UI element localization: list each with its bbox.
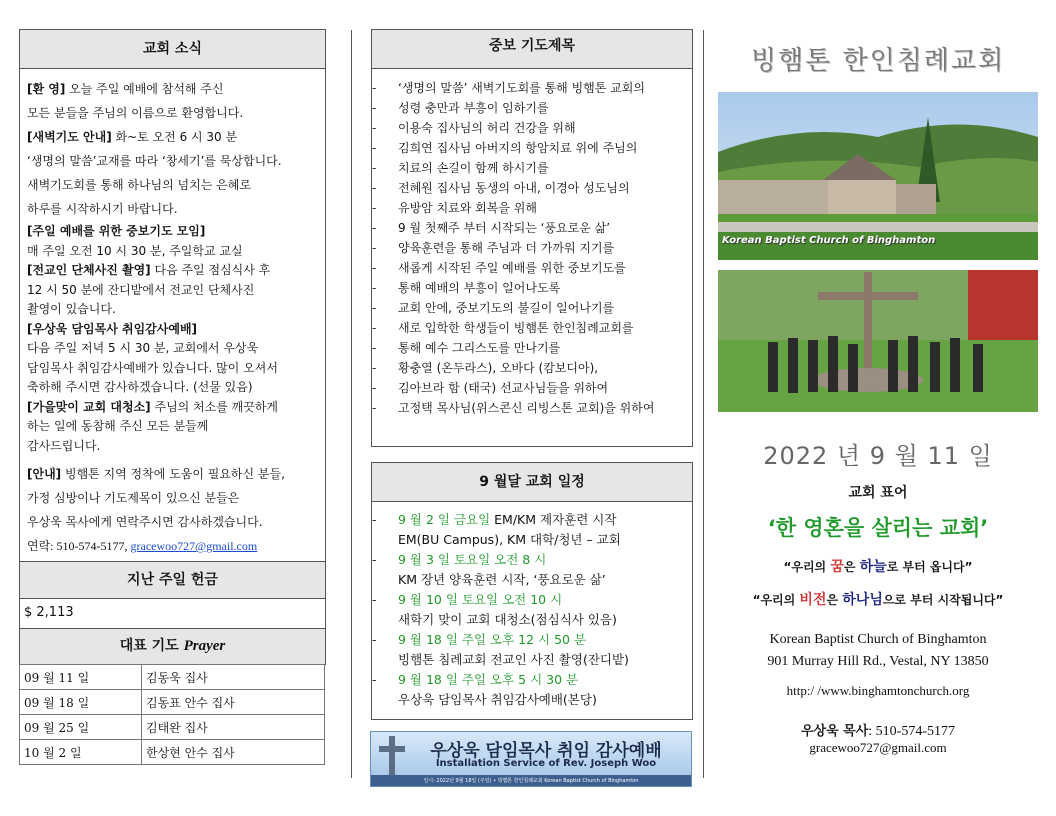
prayer-title-en: Prayer [183,638,226,654]
prayer-name: 한상현 안수 집사 [142,740,325,765]
offering-amount: $ 2,113 [24,605,74,620]
schedule-item: - 9 월 18 일 주일 오후 5 시 30 분 [372,670,690,690]
news-line: 하루를 시작하시기 바랍니다. [27,202,178,216]
news-line: ‘생명의 말씀’교재를 따라 ‘창세기’를 묵상합니다. [27,154,282,168]
prayer-name: 김동욱 집사 [142,665,325,690]
prayer-header [19,628,326,665]
news-line: 하는 일에 동참해 주신 모든 분들께 [27,419,209,433]
list-item: - ‘생명의 말씀’ 새벽기도회를 통해 빙햄톤 교회의 [372,78,654,98]
contact-line: 연락: 510-574-5177, gracewoo727@gmail.com [27,539,258,553]
list-item: - 9 월 첫째주 부터 시작되는 ‘풍요로운 삶’ [372,218,654,238]
banner-footer: 일시: 2022년 9월 18일 (주일) • 빙햄톤 한인침례교회 Korean Baptist Church of Binghamton [371,775,691,787]
schedule-list [372,510,690,710]
column-divider [351,30,352,778]
intercession-header [371,29,693,69]
table-row [20,665,325,690]
prayer-title: 대표 기도 [119,638,184,654]
list-item: - 유방암 치료와 회복을 위해 [372,198,654,218]
prayer-name: 김태완 집사 [142,715,325,740]
news-line: 축하해 주시면 감사하겠습니다. (선물 있음) [27,380,253,394]
news-block-2 [27,222,278,456]
news-block-3 [27,462,285,558]
pastor-phone: : 510-574-5177 [868,724,956,739]
news-line: 담임목사 취임감사예배가 있습니다. 많이 오셔서 [27,360,278,375]
pastor-contact [716,720,1040,740]
schedule-item: - 9 월 10 일 토요일 오전 10 시 [372,590,690,610]
schedule-item: - 9 월 18 일 주일 오후 12 시 50 분 [372,630,690,650]
list-item: - 전혜원 집사님 동생의 아내, 이경아 성도님의 [372,178,654,198]
list-item: - 치료의 손길이 함께 하시기를 [372,158,654,178]
schedule-detail: 새학기 맞이 교회 대청소(점심식사 있음) [398,612,617,627]
list-item: - 통해 예배의 부흥이 일어나도록 [372,278,654,298]
news-line: [새벽기도 안내] 화~토 오전 6 시 30 분 [27,130,238,144]
list-item: - 고정택 목사님(위스콘신 리빙스톤 교회)을 위하여 [372,398,654,418]
congregation-image [718,270,1038,412]
schedule-detail: EM(BU Campus), KM 대학/청년 – 교회 [398,532,621,547]
prayer-date: 09 월 18 일 [20,690,142,715]
news-line: 모든 분들을 주님의 이름으로 환영합니다. [27,106,244,120]
news-line: [환 영] 오늘 주일 예배에 참석해 주신 [27,82,224,96]
schedule-item: - 9 월 2 일 금요일 EM/KM 제자훈련 시작 [372,510,690,530]
intercession-title: 중보 기도제목 [488,38,576,54]
list-item: - 양육훈련을 통해 주님과 더 가까워 지기를 [372,238,654,258]
prayer-date: 10 월 2 일 [20,740,142,765]
news-line: 매 주일 오전 10 시 30 분, 주일학교 교실 [27,243,243,258]
news-block-1 [27,77,282,221]
news-line: 가정 심방이나 기도제목이 있으신 분들은 [27,491,240,505]
schedule-detail: 우상욱 담임목사 취임감사예배(본당) [398,692,597,707]
schedule-header [371,462,693,502]
church-address-street: 901 Murray Hill Rd., Vestal, NY 13850 [767,654,989,669]
motto-label: 교회 표어 [848,485,908,501]
vision-quote-2: “우리의 비전은 하나님으로 부터 시작됩니다” [752,592,1004,608]
table-row [20,715,325,740]
list-item: - 황충열 (온두라스), 오바다 (캄보디아), [372,358,654,378]
list-item: - 김아브라 함 (태국) 선교사님들을 위하여 [372,378,654,398]
news-line: [주일 예배를 위한 중보기도 모임] [27,224,206,238]
schedule-detail: 빙햄톤 침례교회 전교인 사진 촬영(잔디밭) [398,652,629,667]
pastor-name: 우상욱 목사 [800,724,869,739]
offering-box [19,598,326,629]
offering-title: 지난 주일 헌금 [127,572,218,588]
news-line: 다음 주일 저녁 5 시 30 분, 교회에서 우상욱 [27,341,259,355]
news-line: [가을맞이 교회 대청소] 주님의 처소를 깨끗하게 [27,399,279,414]
intercession-list [372,78,654,418]
schedule-item: - 9 월 3 일 토요일 오전 8 시 [372,550,690,570]
news-header [19,29,326,69]
church-motto: ‘한 영혼을 살리는 교회’ [767,516,989,540]
list-item: - 통해 예수 그리스도를 만나기를 [372,338,654,358]
church-building-photo [718,92,1038,260]
news-line: 감사드립니다. [27,438,101,453]
prayer-table [19,664,325,765]
church-name: 빙햄톤 한인침례교회 [750,46,1006,76]
news-line: 새벽기도회를 통해 하나님의 넘치는 은혜로 [27,178,251,192]
table-row [20,740,325,765]
prayer-date: 09 월 11 일 [20,665,142,690]
list-item: - 이용숙 집사님의 허리 건강을 위해 [372,118,654,138]
church-address-name: Korean Baptist Church of Binghamton [769,632,987,647]
contact-email-link[interactable]: gracewoo727@gmail.com [130,539,258,553]
pastor-email-link[interactable]: gracewoo727@gmail.com [809,740,947,755]
list-item: - 교회 안에, 중보기도의 불길이 일어나기를 [372,298,654,318]
congregation-photo [718,270,1038,412]
news-line: [전교인 단체사진 촬영] 다음 주일 점심식사 후 [27,263,271,277]
news-title: 교회 소식 [143,41,202,57]
prayer-name: 김동표 안수 집사 [142,690,325,715]
vision-quote-1: “우리의 꿈은 하늘로 부터 옵니다” [783,559,973,575]
offering-header [19,561,326,599]
news-line: 촬영이 있습니다. [27,302,116,316]
list-item: - 새롭게 시작된 주일 예배를 위한 중보기도를 [372,258,654,278]
column-divider [703,30,704,778]
banner-subtitle: Installation Service of Rev. Joseph Woo [435,758,657,769]
list-item: - 김희연 집사님 아버지의 항암치료 위에 주님의 [372,138,654,158]
news-line: 12 시 50 분에 잔디밭에서 전교인 단체사진 [27,282,255,297]
installation-banner [370,731,692,787]
news-line: [우상욱 담임목사 취임감사예배] [27,321,198,336]
banner-title: 우상욱 담임목사 취임 감사예배 [430,741,662,761]
news-line: 우상욱 목사에게 연락주시면 감사하겠습니다. [27,515,263,529]
bulletin-date: 2022 년 9 월 11 일 [763,442,993,470]
prayer-date: 09 월 25 일 [20,715,142,740]
table-row [20,690,325,715]
news-line: [안내] 빙햄톤 지역 정착에 도움이 필요하신 분들, [27,467,285,481]
list-item: - 새로 입학한 학생들이 빙햄톤 한인침례교회를 [372,318,654,338]
schedule-detail: KM 장년 양육훈련 시작, ‘풍요로운 삶’ [398,572,606,587]
website-link[interactable]: http:/ /www.binghamtonchurch.org [786,683,970,698]
schedule-title: 9 월달 교회 일정 [479,474,585,490]
photo-caption: Korean Baptist Church of Binghamton [722,235,936,246]
list-item: - 성령 충만과 부흥이 임하기를 [372,98,654,118]
